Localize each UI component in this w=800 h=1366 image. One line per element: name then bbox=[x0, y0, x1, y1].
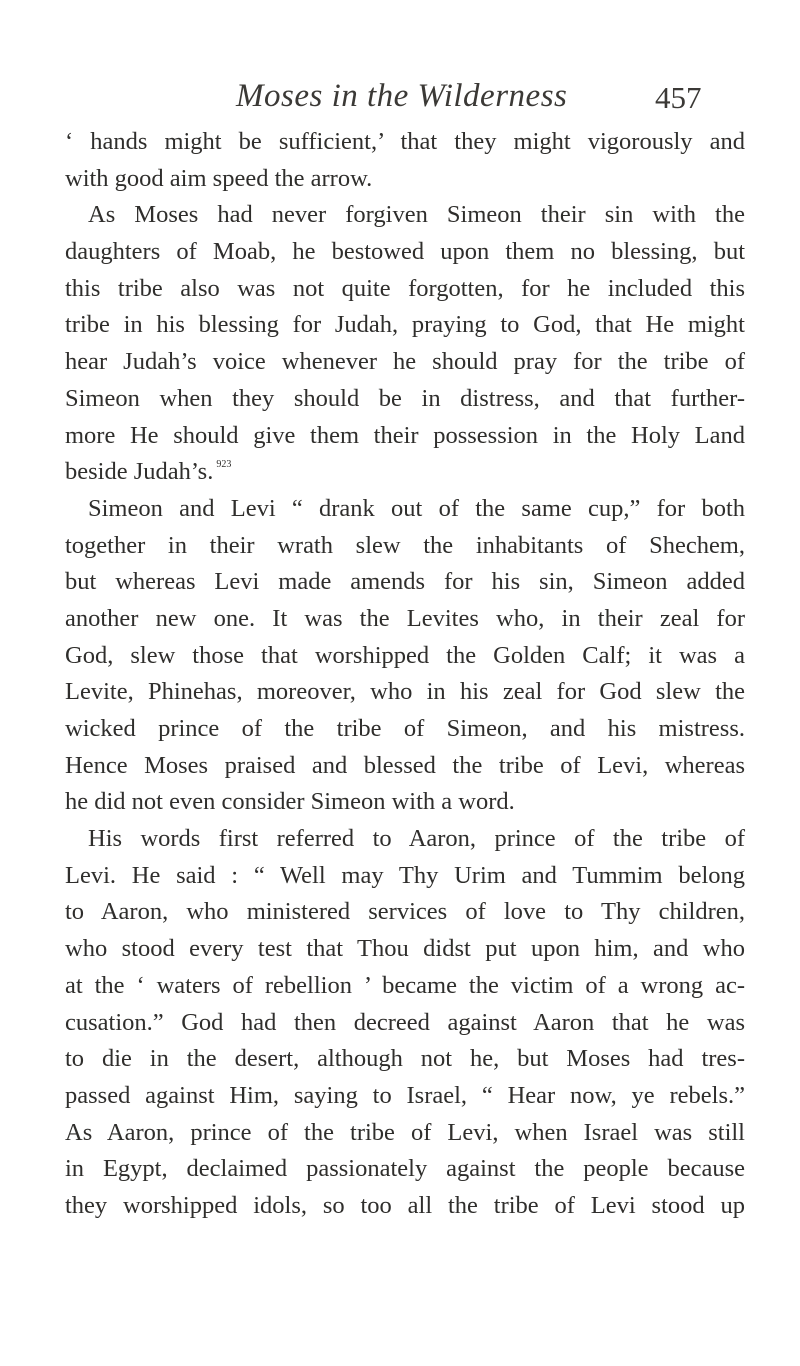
running-head bbox=[0, 68, 800, 118]
body-text bbox=[65, 124, 745, 1225]
text-line: As Aaron, prince of the tribe of Levi, when Israel was still bbox=[65, 1118, 745, 1146]
text-line: to Aaron, who ministered services of love to Thy children, bbox=[65, 898, 745, 926]
text-line: As Moses had never forgiven Simeon their sin with the bbox=[88, 201, 745, 229]
text-line: Levite, Phinehas, moreover, who in his zeal for God slew the bbox=[65, 678, 745, 706]
text-line: tribe in his blessing for Judah, praying to God, that He might bbox=[65, 311, 745, 339]
text-line: this tribe also was not quite forgotten, for he included this bbox=[65, 274, 745, 302]
text-line: he did not even consider Simeon with a word. bbox=[65, 788, 515, 816]
text-line: but whereas Levi made amends for his sin, Simeon added bbox=[65, 568, 745, 596]
text-line: who stood every test that Thou didst put upon him, and who bbox=[65, 935, 745, 963]
text-line: hear Judah’s voice whenever he should pray for the tribe of bbox=[65, 348, 745, 376]
text-line-with-footnote bbox=[65, 454, 745, 491]
text-line: more He should give them their possession in the Holy Land bbox=[65, 421, 745, 449]
text-line: wicked prince of the tribe of Simeon, and his mistress. bbox=[65, 715, 745, 742]
text-line: His words first referred to Aaron, prince of the tribe of bbox=[88, 825, 745, 853]
text-line: Hence Moses praised and blessed the tribe of Levi, whereas bbox=[65, 751, 745, 779]
text-line: Simeon when they should be in distress, and that further- bbox=[65, 384, 745, 412]
text-line: in Egypt, declaimed passionately against the people because bbox=[65, 1155, 745, 1183]
footnote-reference: 923 bbox=[216, 459, 232, 471]
text-line: daughters of Moab, he bestowed upon them no blessing, but bbox=[65, 238, 745, 266]
text-line: passed against Him, saying to Israel, “ Hear now, ye rebels.” bbox=[65, 1081, 745, 1109]
text-line: beside Judah’s. bbox=[65, 458, 214, 486]
text-line: to die in the desert, although not he, but Moses had tres- bbox=[65, 1045, 745, 1073]
page-number: 457 bbox=[655, 80, 702, 115]
running-title: Moses in the Wilderness bbox=[236, 78, 568, 114]
text-line: together in their wrath slew the inhabitants of Shechem, bbox=[65, 531, 745, 559]
text-line: God, slew those that worshipped the Golden Calf; it was a bbox=[65, 641, 745, 669]
text-line: Simeon and Levi “ drank out of the same cup,” for both bbox=[88, 494, 745, 522]
text-line: cusation.” God had then decreed against Aaron that he was bbox=[65, 1008, 745, 1036]
text-line: at the ‘ waters of rebellion ’ became the victim of a wrong ac- bbox=[65, 971, 745, 999]
text-line: Levi. He said : “ Well may Thy Urim and Tummim belong bbox=[65, 861, 745, 889]
text-line: another new one. It was the Levites who, in their zeal for bbox=[65, 604, 745, 632]
text-line: they worshipped idols, so too all the tribe of Levi stood up bbox=[65, 1191, 745, 1219]
text-line: with good aim speed the arrow. bbox=[65, 164, 373, 192]
text-line: ‘ hands might be sufficient,’ that they might vigorously and bbox=[65, 128, 745, 155]
